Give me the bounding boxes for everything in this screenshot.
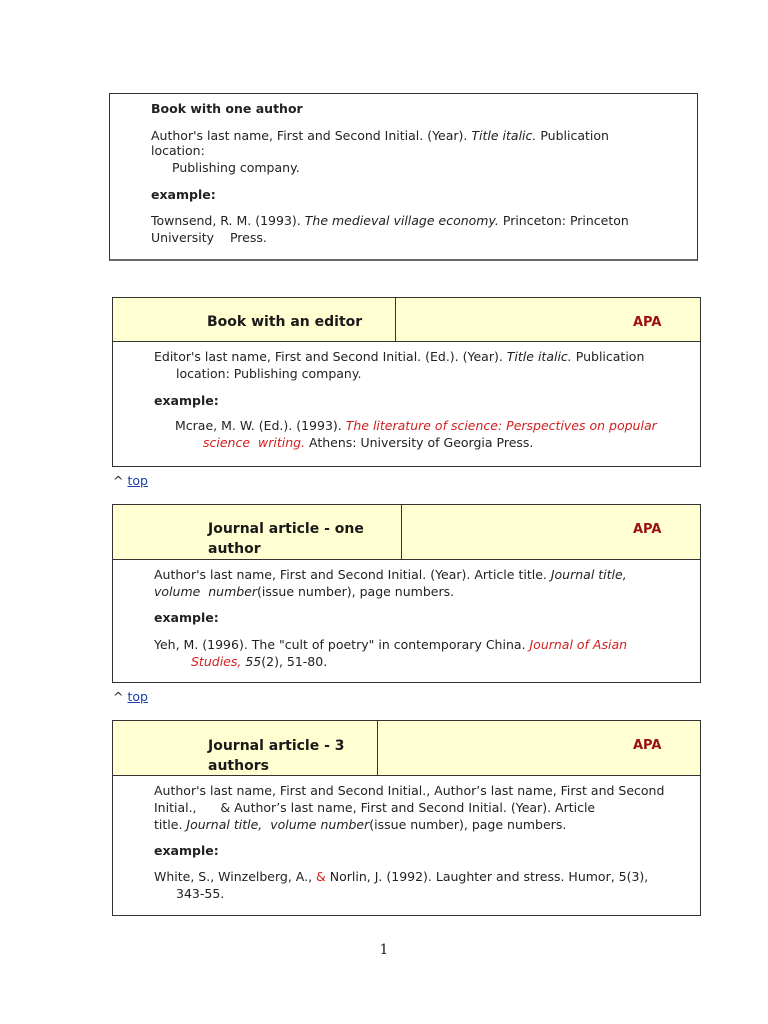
format-text: Author's last name, First and Second Initial., Author’s last name, First and Second <box>154 783 665 798</box>
top-link <box>113 688 148 705</box>
example-text: Mcrae, M. W. (Ed.). (1993). The literature of science: Perspectives on popular <box>175 418 657 433</box>
example-text: University Press. <box>151 230 267 245</box>
caret-up-icon: ^ <box>113 689 124 704</box>
page-number: 1 <box>379 942 389 958</box>
format-text: Author's last name, First and Second Initial. (Year). Article title. Journal title, <box>154 567 627 582</box>
apa-tag: APA <box>633 315 662 330</box>
example-label: example: <box>154 610 219 625</box>
format-text: Initial., & Author’s last name, First and Second Initial. (Year). Article <box>154 800 596 815</box>
example-label: example: <box>154 843 219 858</box>
example-text: Studies, 55(2), 51-80. <box>191 654 328 669</box>
section-journal-three-authors <box>112 720 701 916</box>
example-text: Yeh, M. (1996). The "cult of poetry" in contemporary China. Journal of Asian <box>154 637 628 652</box>
format-text: location: <box>151 143 205 158</box>
section-header <box>113 298 700 342</box>
back-to-top-link[interactable]: top <box>127 473 148 488</box>
format-text: Editor's last name, First and Second Initial. (Ed.). (Year). Title italic. Publication <box>154 349 645 364</box>
section-title: author <box>208 541 261 557</box>
section-book-editor <box>112 297 701 467</box>
format-text: location: Publishing company. <box>176 366 362 381</box>
section-title: authors <box>208 758 269 774</box>
section-header <box>113 505 700 560</box>
section-book-one-author <box>109 93 698 261</box>
apa-tag: APA <box>633 738 662 753</box>
format-text: volume number(issue number), page numbers. <box>154 584 455 599</box>
format-text: Author's last name, First and Second Initial. (Year). Title italic. Publication <box>151 128 609 143</box>
section-title: Book with one author <box>151 101 303 116</box>
example-label: example: <box>154 393 219 408</box>
format-text: Publishing company. <box>172 160 300 175</box>
example-text: 343-55. <box>176 886 225 901</box>
example-label: example: <box>151 187 216 202</box>
format-text: title. Journal title, volume number(issue number), page numbers. <box>154 817 567 832</box>
caret-up-icon: ^ <box>113 473 124 488</box>
section-title: Book with an editor <box>207 314 363 330</box>
example-text: White, S., Winzelberg, A., & Norlin, J. (1992). Laughter and stress. Humor, 5(3), <box>154 869 649 884</box>
back-to-top-link[interactable]: top <box>127 689 148 704</box>
apa-tag: APA <box>633 522 662 537</box>
top-link <box>113 472 148 489</box>
section-header <box>113 721 700 776</box>
section-title: Journal article - 3 <box>208 738 345 754</box>
section-journal-one-author <box>112 504 701 683</box>
example-text: science writing. Athens: University of Georgia Press. <box>203 435 534 450</box>
section-title: Journal article - one <box>208 521 364 537</box>
example-text: Townsend, R. M. (1993). The medieval village economy. Princeton: Princeton <box>151 213 629 228</box>
